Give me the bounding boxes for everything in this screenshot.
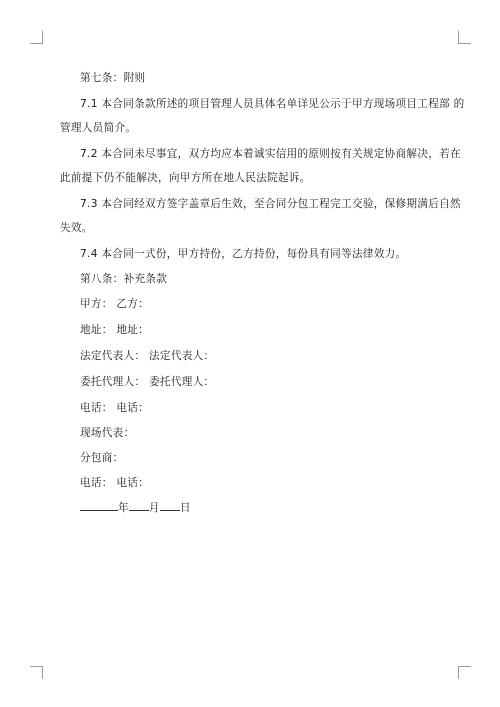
address-line: 地址： 地址： [80,324,150,336]
crop-mark-top-right [458,31,471,44]
phone-line-1: 电话： 电话： [80,402,150,414]
article-8-heading: 第八条：补充条款 [80,273,168,285]
clause-7-1-line-2: 管理人员简介。 [60,122,137,134]
year-blank [80,500,118,511]
legal-representative-line: 法定代表人： 法定代表人： [80,350,215,362]
date-line [80,500,191,515]
article-7-heading: 第七条：附则 [80,72,146,84]
crop-mark-bottom-right [458,666,471,679]
clause-7-4: 7.4 本合同一式份，甲方持份，乙方持份，每份具有同等法律效力。 [80,248,407,260]
crop-mark-top-left [30,31,43,44]
clause-7-1-line-1: 7.1 本合同条款所述的项目管理人员具体名单详见公示于甲方现场项目工程部 的 [80,98,465,110]
site-representative-line: 现场代表： [80,427,135,439]
authorized-agent-line: 委托代理人： 委托代理人： [80,376,215,388]
clause-7-3-line-1: 7.3 本合同经双方签字盖章后生效，至合同分包工程完工交验，保修期满后自然 [80,198,461,210]
subcontractor-line: 分包商： [80,452,124,464]
day-blank [160,500,180,511]
month-blank [129,500,149,511]
month-label: 月 [148,502,160,514]
clause-7-3-line-2: 失效。 [60,222,93,234]
phone-line-2: 电话： 电话： [80,477,150,489]
clause-7-2-line-1: 7.2 本合同未尽事宜，双方均应本着诚实信用的原则按有关规定协商解决，若在 [80,148,461,160]
year-label: 年 [118,502,129,514]
crop-mark-bottom-left [30,666,43,679]
clause-7-2-line-2: 此前提下仍不能解决，向甲方所在地人民法院起诉。 [60,172,311,184]
party-line: 甲方： 乙方： [80,298,150,310]
day-label: 日 [179,502,191,514]
